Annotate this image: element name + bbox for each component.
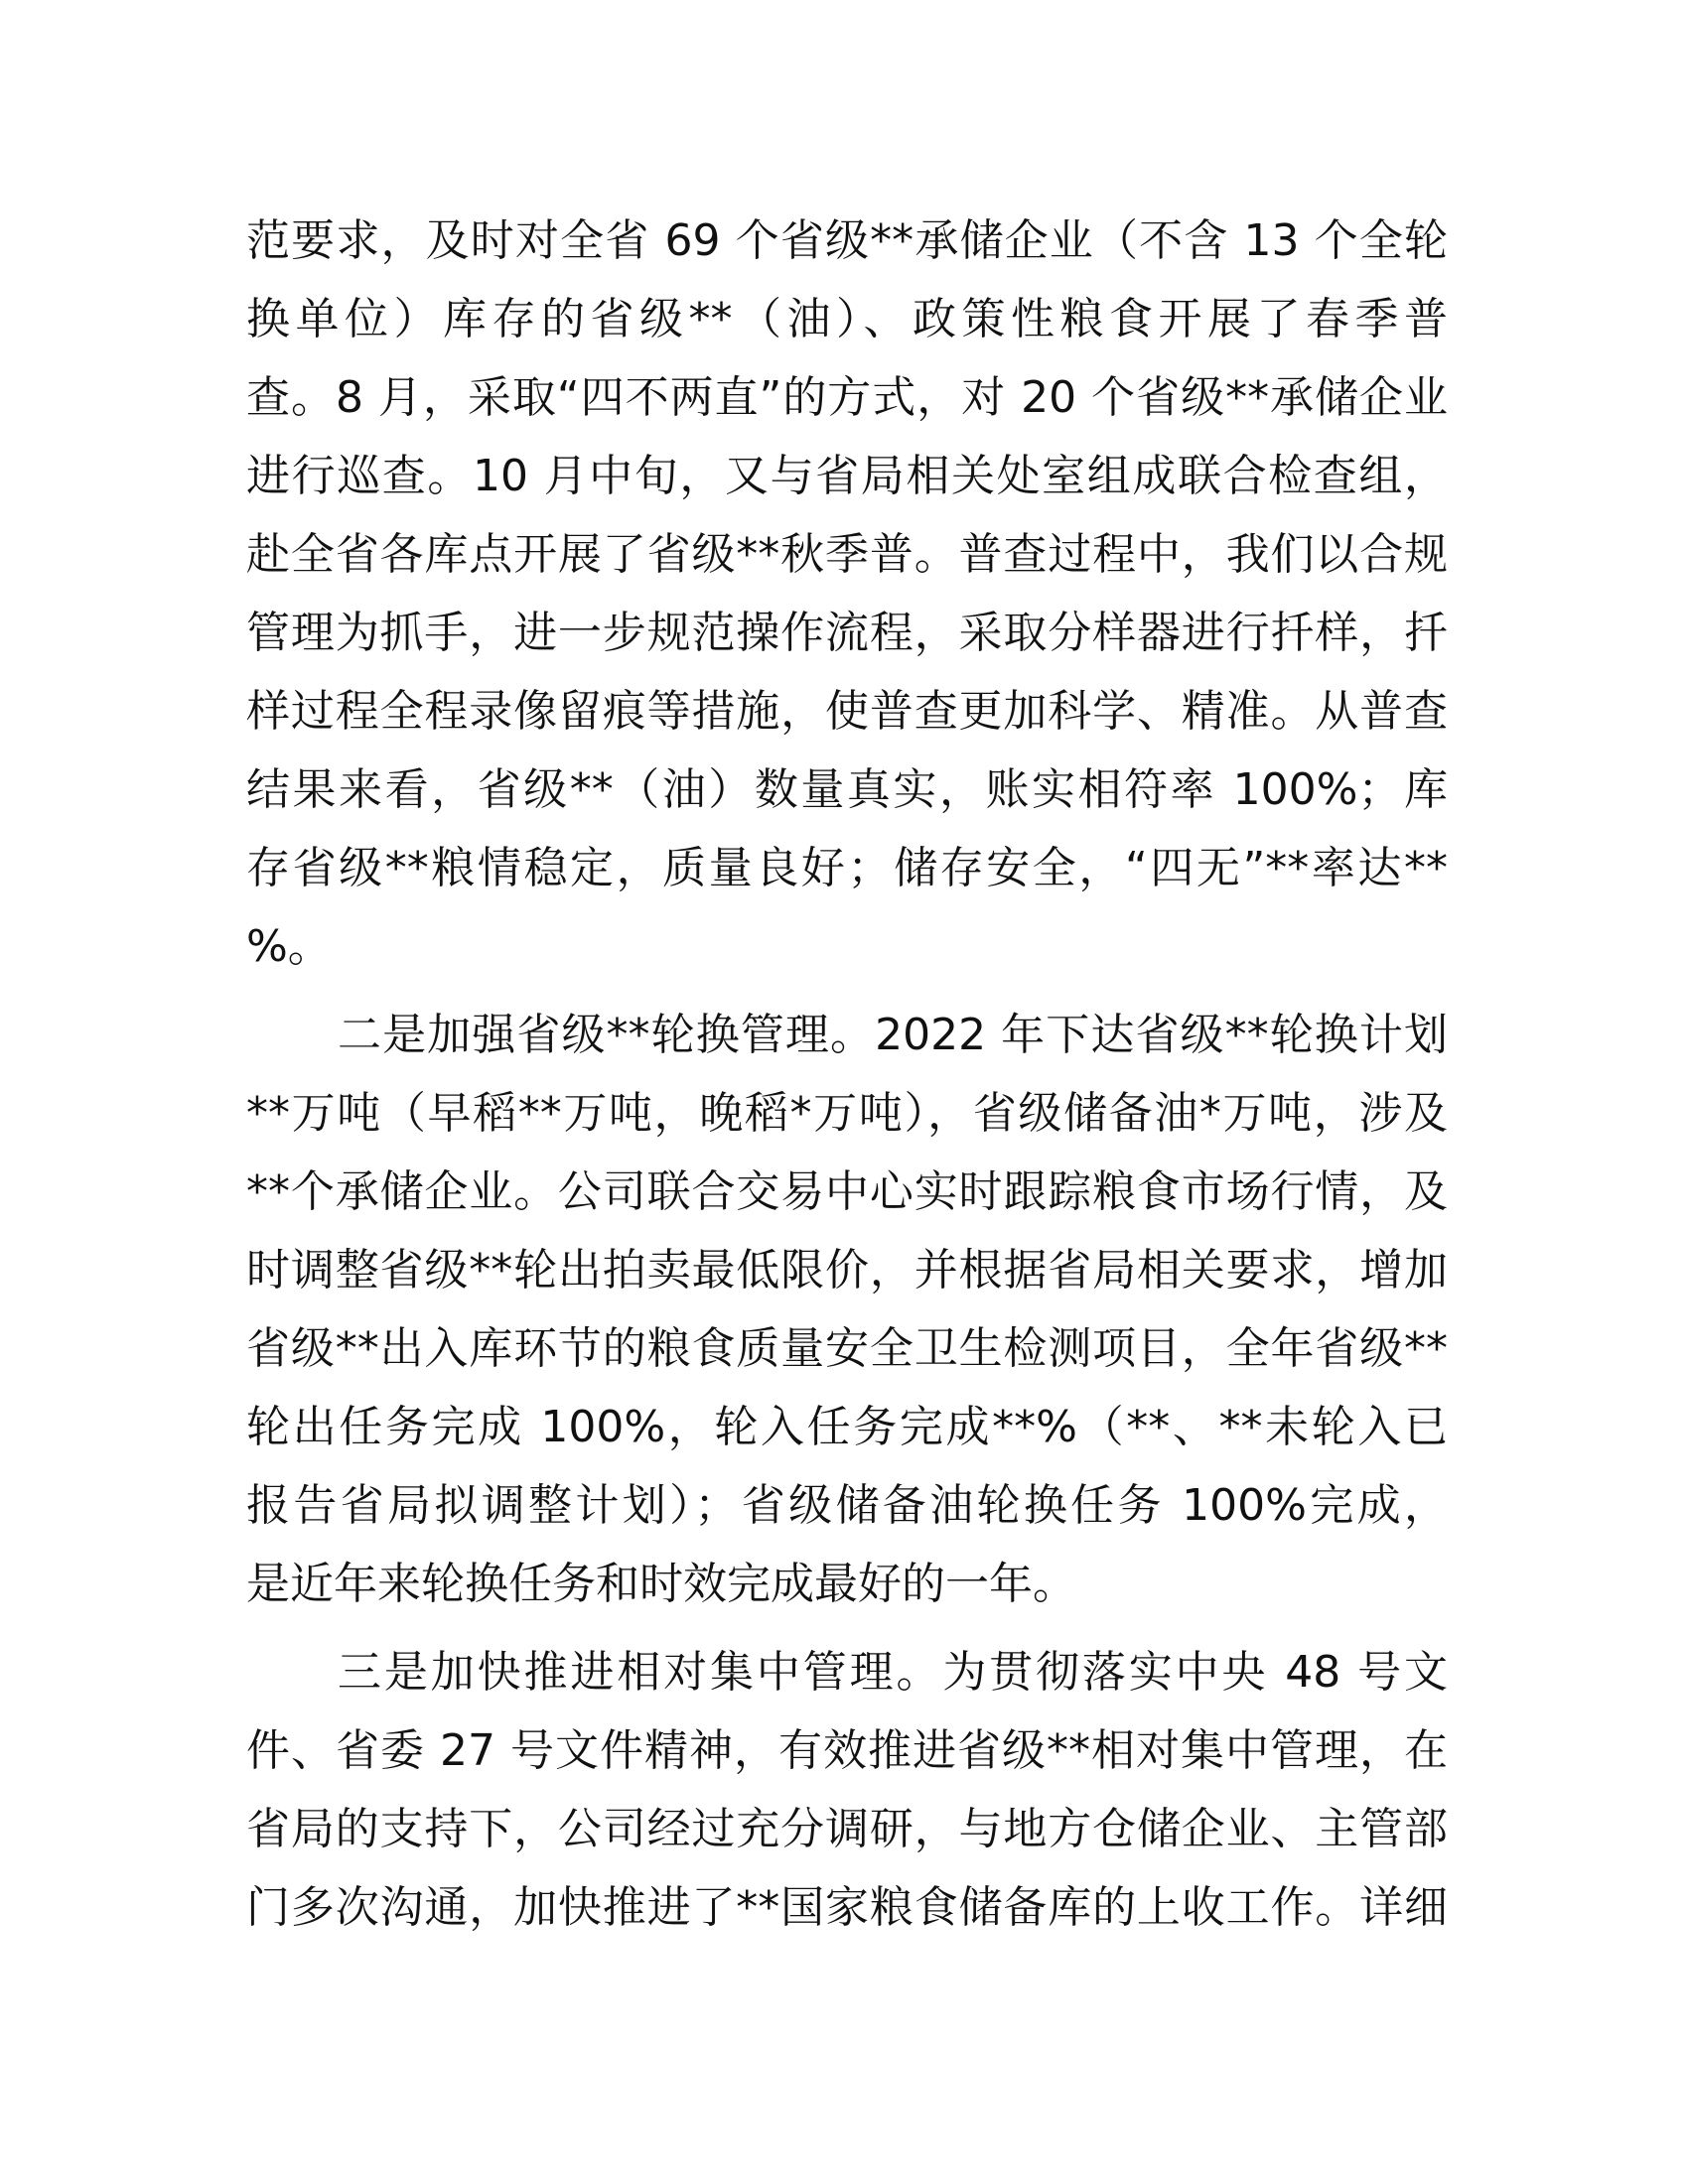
text-line: **万吨（早稻**万吨，晚稻*万吨），省级储备油*万吨，涉及: [246, 1088, 1448, 1139]
text-line: %。: [246, 921, 332, 972]
text-line: 省局的支持下，公司经过充分调研，与地方仓储企业、主管部: [246, 1804, 1448, 1854]
text-line: **个承储企业。公司联合交易中心实时跟踪粮食市场行情，及: [246, 1166, 1448, 1217]
text-line: 管理为抓手，进一步规范操作流程，采取分样器进行扦样，扦: [246, 608, 1448, 658]
text-line: 时调整省级**轮出拍卖最低限价，并根据省局相关要求，增加: [246, 1245, 1448, 1296]
paragraph-rotation-management: [246, 996, 1448, 1623]
text-line: 件、省委 27 号文件精神，有效推进省级**相对集中管理，在: [246, 1725, 1448, 1776]
paragraph-inspection: [246, 202, 1448, 986]
text-line: 存省级**粮情稳定，质量良好；储存安全，“四无”**率达**: [246, 843, 1448, 893]
text-line: 报告省局拟调整计划）；省级储备油轮换任务 100%完成，: [246, 1480, 1448, 1531]
text-line: 轮出任务完成 100%，轮入任务完成**%（**、**未轮入已: [246, 1402, 1448, 1452]
paragraph-gap: [246, 986, 1448, 996]
text-line: 查。8 月，采取“四不两直”的方式，对 20 个省级**承储企业: [246, 372, 1448, 423]
text-line: 赴全省各库点开展了省级**秋季普。普查过程中，我们以合规: [246, 529, 1448, 580]
text-line: 换单位）库存的省级**（油）、政策性粮食开展了春季普: [246, 294, 1448, 344]
text-line: 范要求，及时对全省 69 个省级**承储企业（不含 13 个全轮: [246, 215, 1448, 266]
text-line: 省级**出入库环节的粮食质量安全卫生检测项目，全年省级**: [246, 1323, 1448, 1374]
document-body: [246, 202, 1448, 1947]
paragraph-gap: [246, 1623, 1448, 1633]
text-line: 结果来看，省级**（油）数量真实，账实相符率 100%；库: [246, 764, 1448, 815]
text-line: 门多次沟通，加快推进了**国家粮食储备库的上收工作。详细: [246, 1882, 1448, 1933]
text-line: 三是加快推进相对集中管理。为贯彻落实中央 48 号文: [338, 1647, 1448, 1698]
text-line: 二是加强省级**轮换管理。2022 年下达省级**轮换计划: [338, 1010, 1448, 1060]
text-line: 是近年来轮换任务和时效完成最好的一年。: [246, 1559, 1076, 1609]
paragraph-centralized-management: [246, 1633, 1448, 1947]
text-line: 样过程全程录像留痕等措施，使普查更加科学、精准。从普查: [246, 686, 1448, 737]
text-line: 进行巡查。10 月中旬，又与省局相关处室组成联合检查组，: [246, 451, 1448, 501]
